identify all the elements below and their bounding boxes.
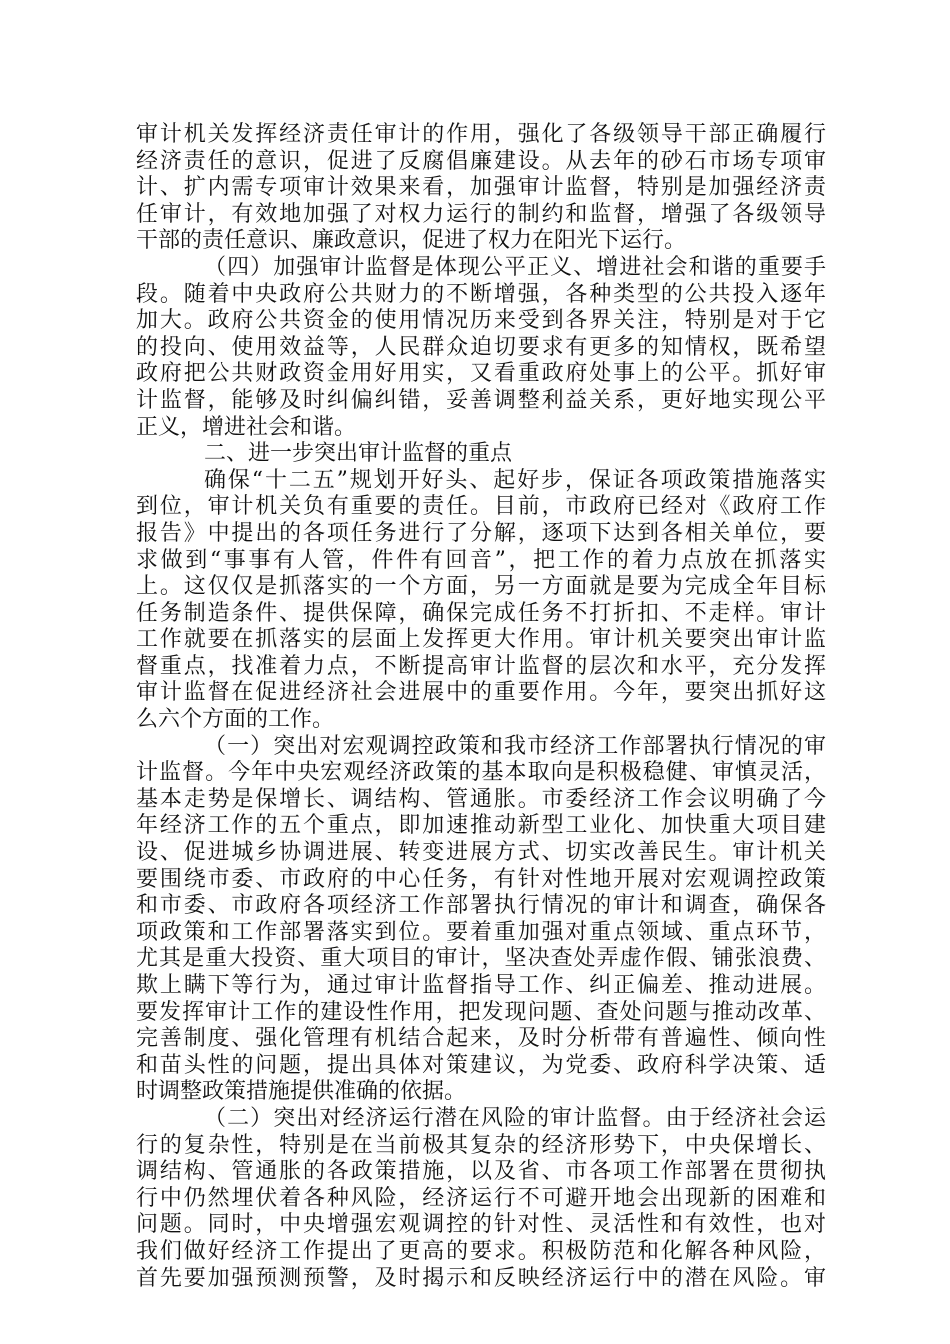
text-line: （一）突出对宏观调控政策和我市经济工作部署执行情况的审: [204, 733, 826, 759]
text-line: 设、促进城乡协调进展、转变进展方式、切实改善民生。审计机关: [136, 840, 826, 866]
text-line: 首先要加强预测预警，及时揭示和反映经济运行中的潜在风险。审: [136, 1265, 826, 1291]
text-line: 干部的责任意识、廉政意识，促进了权力在阳光下运行。: [136, 228, 687, 254]
text-line: 计监督，能够及时纠偏纠错，妥善调整利益关系，更好地实现公平: [136, 387, 826, 413]
text-line: 正义，增进社会和谐。: [136, 414, 357, 440]
text-line: 的投向、使用效益等，人民群众迫切要求有更多的知情权，既希望: [136, 334, 826, 360]
text-line: 任务制造条件、提供保障，确保完成任务不打折扣、不走样。审计: [136, 600, 826, 626]
text-line: 基本走势是保增长、调结构、管通胀。市委经济工作会议明确了今: [136, 786, 826, 812]
text-line: 二、进一步突出审计监督的重点: [204, 441, 513, 467]
text-line: 上。这仅仅是抓落实的一个方面，另一方面就是要为完成全年目标: [136, 574, 826, 600]
text-line: 完善制度、强化管理有机结合起来，及时分析带有普遍性、倾向性: [136, 1026, 826, 1052]
text-line: 么六个方面的工作。: [136, 707, 335, 733]
text-line: 报告》中提出的各项任务进行了分解，逐项下达到各相关单位，要: [136, 520, 826, 546]
text-line: 工作就要在抓落实的层面上发挥更大作用。审计机关要突出审计监: [136, 627, 826, 653]
text-line: 到位，审计机关负有重要的责任。目前，市政府已经对《政府工作: [136, 494, 826, 520]
text-line: 要围绕市委、市政府的中心任务，有针对性地开展对宏观调控政策: [136, 866, 826, 892]
text-line: （四）加强审计监督是体现公平正义、增进社会和谐的重要手: [204, 254, 826, 280]
text-line: 求做到“事事有人管，件件有回音”，把工作的着力点放在抓落实: [136, 547, 826, 573]
text-line: 时调整政策措施提供准确的依据。: [136, 1079, 467, 1105]
text-line: 和苗头性的问题，提出具体对策建议，为党委、政府科学决策、适: [136, 1052, 826, 1078]
text-line: 任审计，有效地加强了对权力运行的制约和监督，增强了各级领导: [136, 201, 826, 227]
text-line: （二）突出对经济运行潜在风险的审计监督。由于经济社会运: [204, 1105, 826, 1131]
text-line: 计、扩内需专项审计效果来看，加强审计监督，特别是加强经济责: [136, 175, 826, 201]
text-line: 审计机关发挥经济责任审计的作用，强化了各级领导干部正确履行: [136, 122, 826, 147]
text-line: 加大。政府公共资金的使用情况历来受到各界关注，特别是对于它: [136, 308, 826, 334]
text-line: 欺上瞒下等行为，通过审计监督指导工作、纠正偏差、推动进展。: [136, 973, 826, 998]
text-line: 调结构、管通胀的各政策措施，以及省、市各项工作部署在贯彻执: [136, 1159, 826, 1185]
document-body: [136, 122, 826, 1292]
text-line: 项政策和工作部署落实到位。要着重加强对重点领域、重点环节，: [136, 919, 826, 945]
text-line: 段。随着中央政府公共财力的不断增强，各种类型的公共投入逐年: [136, 281, 826, 307]
text-line: 要发挥审计工作的建设性作用，把发现问题、查处问题与推动改革、: [136, 999, 826, 1025]
text-line: 年经济工作的五个重点，即加速推动新型工业化、加快重大项目建: [136, 813, 826, 839]
text-line: 督重点，找准着力点，不断提高审计监督的层次和水平，充分发挥: [136, 653, 826, 679]
text-line: 问题。同时，中央增强宏观调控的针对性、灵活性和有效性，也对: [136, 1212, 826, 1238]
text-line: 政府把公共财政资金用好用实，又看重政府处事上的公平。抓好审: [136, 361, 826, 387]
text-line: 我们做好经济工作提出了更高的要求。积极防范和化解各种风险，: [136, 1238, 826, 1264]
text-line: 计监督。今年中央宏观经济政策的基本取向是积极稳健、审慎灵活，: [136, 760, 826, 786]
text-line: 行的复杂性，特别是在当前极其复杂的经济形势下，中央保增长、: [136, 1132, 826, 1158]
text-line: 确保“十二五”规划开好头、起好步，保证各项政策措施落实: [204, 467, 826, 493]
text-line: 审计监督在促进经济社会进展中的重要作用。今年，要突出抓好这: [136, 680, 826, 706]
text-line: 尤其是重大投资、重大项目的审计，坚决查处弄虚作假、铺张浪费、: [136, 946, 826, 972]
text-line: 和市委、市政府各项经济工作部署执行情况的审计和调查，确保各: [136, 893, 826, 919]
text-line: 行中仍然埋伏着各种风险，经济运行不可避开地会出现新的困难和: [136, 1185, 826, 1211]
text-line: 经济责任的意识，促进了反腐倡廉建设。从去年的砂石市场专项审: [136, 148, 826, 174]
